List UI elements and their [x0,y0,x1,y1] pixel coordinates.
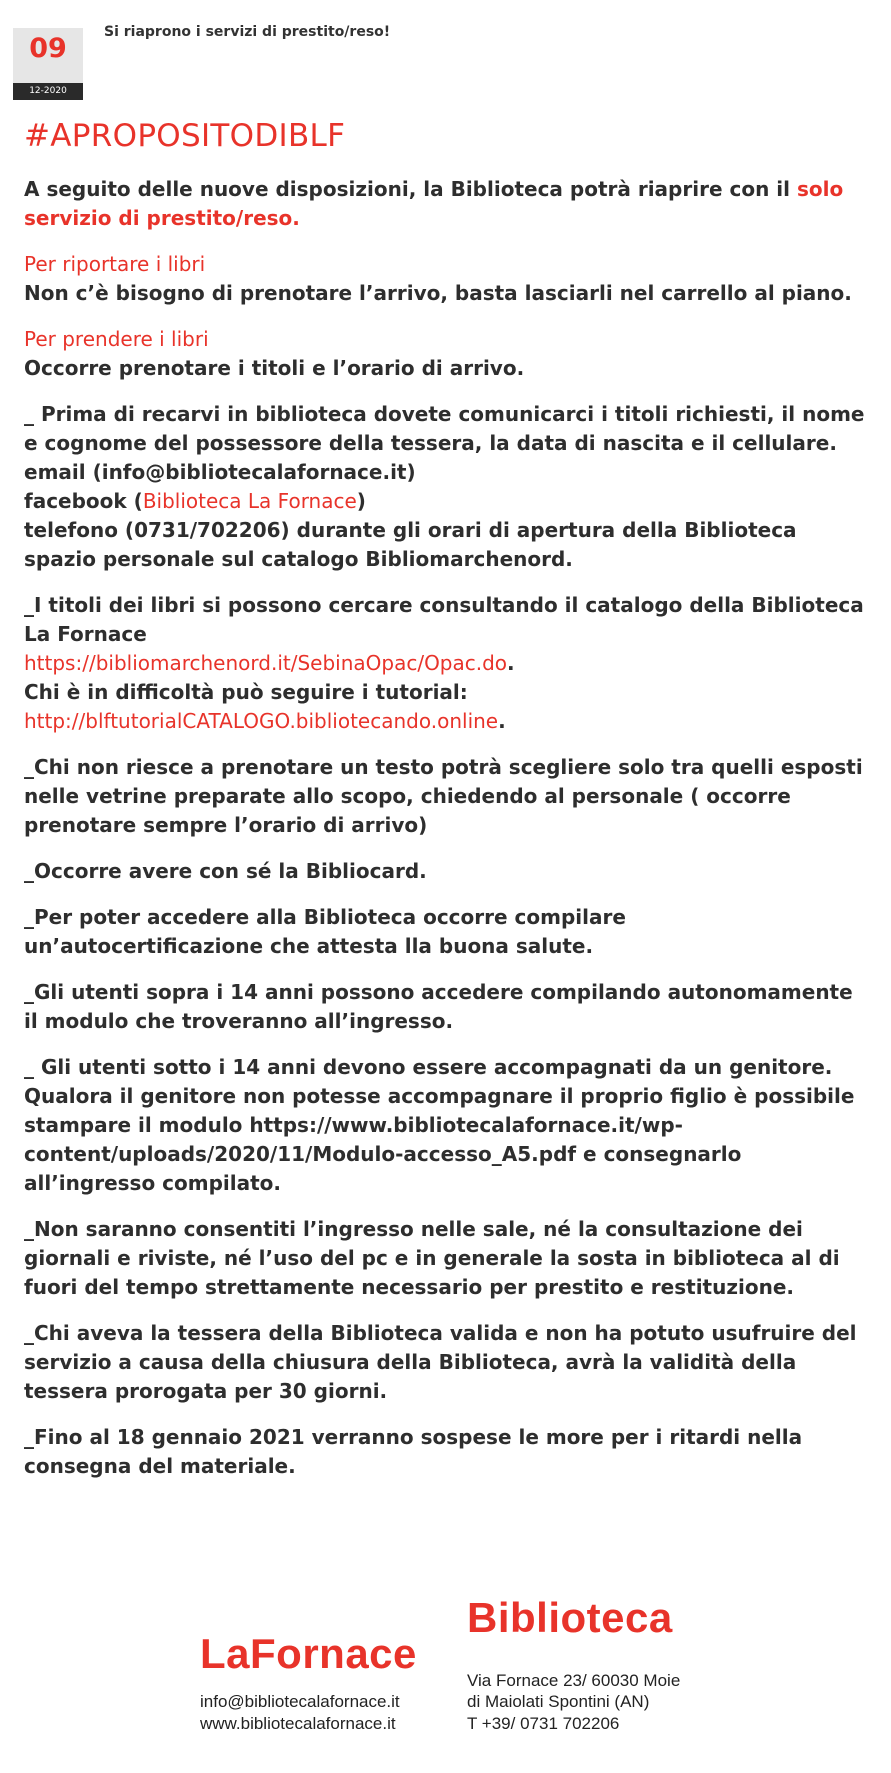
library-footer [0,1590,891,1760]
catalog-link[interactable]: https://bibliomarchenord.it/SebinaOpac/Opac.do [24,651,508,675]
post-day: 09 [13,28,83,83]
footer-address-line2: di Maiolati Spontini (AN) [467,1692,650,1711]
footer-website[interactable]: www.bibliotecalafornace.it [200,1714,396,1733]
catalog-link-line [24,649,869,678]
article-body [24,175,869,1481]
rule-paragraph: _Occorre avere con sé la Bibliocard. [24,859,427,883]
contact-email: email (info@bibliotecalafornace.it) [24,460,416,484]
return-books-text: Non c’è bisogno di prenotare l’arrivo, basta lasciarli nel carrello al piano. [24,281,852,305]
tutorial-text: Chi è in difficoltà può seguire i tutorial: [24,680,468,704]
rule-paragraph: _ Gli utenti sotto i 14 anni devono essere accompagnati da un genitore. Qualora il genitore non potesse accompagnare il proprio figlio è possibile stampare il modulo https://www.bibliotecalafornace.it/wp-content/uploads/2020/11/Modulo-accesso_A5.pdf e consegnarlo all’ingresso compilato. [24,1055,855,1195]
brand-biblioteca: Biblioteca [467,1594,673,1641]
facebook-prefix: facebook ( [24,489,143,513]
footer-phone: T +39/ 0731 702206 [467,1714,620,1733]
rule-paragraph: _Chi aveva la tessera della Biblioteca valida e non ha potuto usufruire del servizio a causa della chiusura della Biblioteca, avrà la validità della tessera prorogata per 30 giorni. [24,1321,857,1403]
catalog-intro: _I titoli dei libri si possono cercare consultando il catalogo della Biblioteca La Fornace [24,593,864,646]
footer-address-line1: Via Fornace 23/ 60030 Moie [467,1671,681,1690]
rule-paragraph: _Gli utenti sopra i 14 anni possono accedere compilando autonomamente il modulo che troveranno all’ingresso. [24,980,853,1033]
footer-email[interactable]: info@bibliotecalafornace.it [200,1692,400,1711]
rule-paragraph: _Chi non riesce a prenotare un testo potrà scegliere solo tra quelli esposti nelle vetrine preparate allo scopo, chiedendo al personale ( occorre prenotare sempre l’orario di arrivo) [24,755,863,837]
intro-text: A seguito delle nuove disposizioni, la Biblioteca potrà riaprire con il [24,177,797,201]
take-books-text: Occorre prenotare i titoli e l’orario di arrivo. [24,356,525,380]
facebook-link[interactable]: Biblioteca La Fornace [142,489,357,513]
catalog-period: . [507,651,515,675]
tutorial-link[interactable]: http://blftutorialCATALOGO.bibliotecando.online [24,709,499,733]
take-books-label: Per prendere i libri [24,327,209,351]
brand-lafornace: LaFornace [200,1630,417,1677]
tutorial-period: . [498,709,506,733]
contact-personal-space: spazio personale sul catalogo Bibliomarchenord. [24,547,573,571]
post-title: Si riaprono i servizi di prestito/reso! [104,24,391,40]
rule-paragraph: _Per poter accedere alla Biblioteca occorre compilare un’autocertificazione che attesta lla buona salute. [24,905,626,958]
post-month-year: 12-2020 [13,83,83,100]
intro-paragraph [24,175,869,233]
intro-highlight: solo servizio di prestito/reso. [24,177,844,230]
contact-facebook [24,487,869,516]
tutorial-link-line [24,707,869,736]
contacts-intro: _ Prima di recarvi in biblioteca dovete comunicarci i titoli richiesti, il nome e cognome del possessore della tessera, la data di nascita e il cellulare. [24,402,865,455]
rule-paragraph: _Non saranno consentiti l’ingresso nelle sale, né la consultazione dei giornali e riviste, né l’uso del pc e in generale la sosta in biblioteca al di fuori del tempo strettamente necessario per prestito e restituzione. [24,1217,840,1299]
hashtag-heading: #APROPOSITODIBLF [24,118,346,154]
post-date [13,28,83,100]
facebook-suffix: ) [356,489,366,513]
contact-phone: telefono (0731/702206) durante gli orari di apertura della Biblioteca [24,518,797,542]
return-books-label: Per riportare i libri [24,252,206,276]
rule-paragraph: _Fino al 18 gennaio 2021 verranno sospese le more per i ritardi nella consegna del materiale. [24,1425,803,1478]
